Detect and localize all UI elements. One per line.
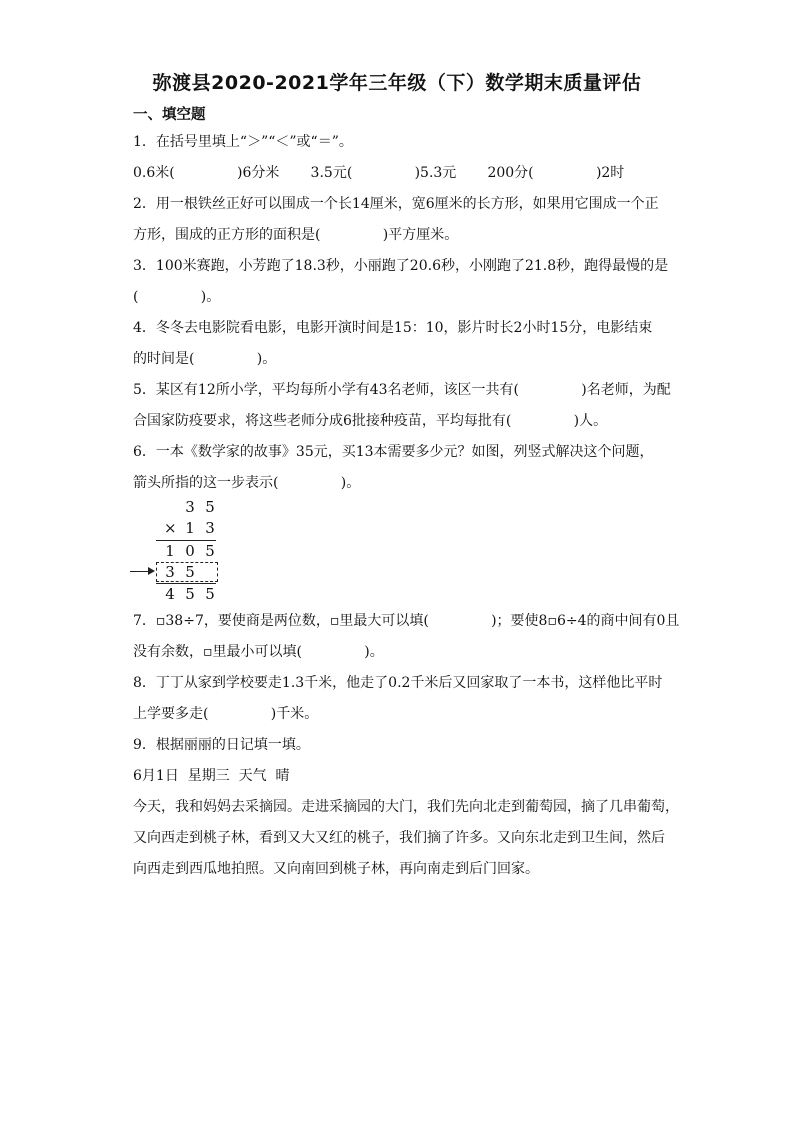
calc-digit: 3 — [165, 563, 175, 581]
question-8-line-2: 上学要多走( )千米。 — [133, 706, 319, 722]
calc-row-multiplicand — [136, 498, 236, 518]
calc-digit: 5 — [205, 585, 215, 603]
calc-digit: 1 — [165, 542, 175, 560]
calc-digit: 0 — [185, 542, 195, 560]
calc-rule — [156, 583, 216, 584]
calc-row-partial-1 — [136, 542, 236, 562]
diary-line-1: 今天，我和妈妈去采摘园。走进采摘园的大门，我们先向北走到葡萄园，摘了几串葡萄， — [133, 799, 679, 815]
calc-digit: 4 — [165, 585, 175, 603]
section-heading: 一、填空题 — [133, 107, 206, 123]
calc-digit: 5 — [185, 563, 195, 581]
question-8-line-1: 8．丁丁从家到学校要走1.3千米，他走了0.2千米后又回家取了一本书，这样他比平时 — [133, 675, 663, 691]
question-1-items: 0.6米( )6分米 3.5元( )5.3元 200分( )2时 — [133, 165, 625, 181]
calc-row-multiplier — [136, 519, 236, 539]
calc-digit: 5 — [205, 498, 215, 516]
calc-digit: 5 — [205, 542, 215, 560]
question-7-line-2: 没有余数，▫里最小可以填( )。 — [133, 644, 384, 660]
question-3-line-1: 3．100米赛跑，小芳跑了18.3秒，小丽跑了20.6秒，小刚跑了21.8秒，跑得最慢的是 — [133, 258, 669, 274]
question-2-line-1: 2．用一根铁丝正好可以围成一个长14厘米，宽6厘米的长方形，如果用它围成一个正 — [133, 196, 659, 212]
question-5-line-1: 5．某区有12所小学，平均每所小学有43名老师，该区一共有( )名老师，为配 — [133, 382, 671, 398]
calc-digit: 1 — [185, 519, 195, 537]
question-6-line-2: 箭头所指的这一步表示( )。 — [133, 475, 361, 491]
question-4-line-1: 4．冬冬去电影院看电影，电影开演时间是15：10，影片时长2小时15分，电影结束 — [133, 320, 653, 336]
question-9: 9．根据丽丽的日记填一填。 — [133, 737, 310, 753]
question-3-line-2: ( )。 — [133, 289, 221, 305]
question-5-line-2: 合国家防疫要求，将这些老师分成6批接种疫苗，平均每批有( )人。 — [133, 413, 608, 429]
calc-digit: 3 — [205, 519, 215, 537]
diary-line-3: 向西走到西瓜地拍照。又向南回到桃子林，再向南走到后门回家。 — [133, 861, 539, 877]
calc-row-product — [136, 585, 236, 605]
calc-digit: 5 — [185, 585, 195, 603]
question-1: 1．在括号里填上“＞”“＜”或“＝”。 — [133, 134, 353, 150]
question-2-line-2: 方形，围成的正方形的面积是( )平方厘米。 — [133, 227, 459, 243]
question-4-line-2: 的时间是( )。 — [133, 351, 277, 367]
diary-date: 6月1日 星期三 天气 晴 — [133, 768, 290, 784]
calc-rule — [156, 540, 216, 541]
question-6-line-1: 6．一本《数学家的故事》35元，买13本需要多少元？如图，列竖式解决这个问题， — [133, 444, 654, 460]
diary-line-2: 又向西走到桃子林，看到又大又红的桃子，我们摘了许多。又向东北走到卫生间，然后 — [133, 830, 665, 846]
calc-row-partial-2 — [136, 563, 236, 583]
vertical-multiplication — [136, 494, 236, 606]
calc-digit: 3 — [185, 498, 195, 516]
multiply-sign: × — [164, 519, 177, 537]
page-title: 弥渡县2020-2021学年三年级（下）数学期末质量评估 — [152, 72, 642, 94]
question-7-line-1: 7．▫38÷7，要使商是两位数，▫里最大可以填( )；要使8▫6÷4的商中间有0且 — [133, 613, 680, 629]
